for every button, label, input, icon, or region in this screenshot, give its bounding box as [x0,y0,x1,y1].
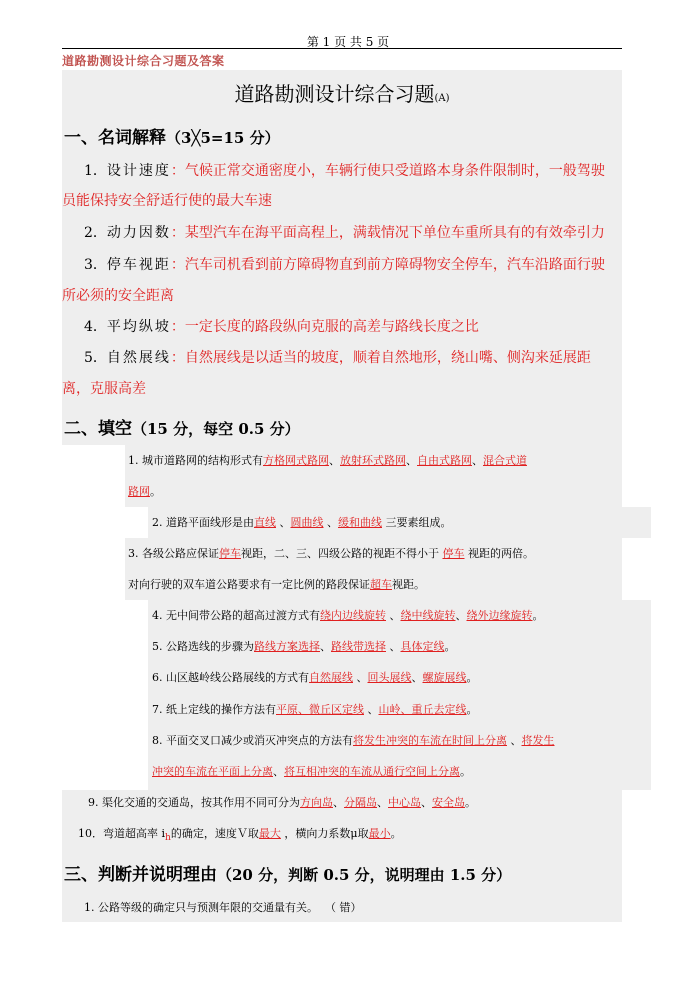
section-heading-definitions: 一、名词解释（3╳5=15 分） [64,128,280,148]
definition-5: 5．自然展线：自然展线是以适当的坡度，顺着自然地形，绕山嘴、侧沟来延展距 [84,350,591,366]
document-subtitle: 道路勘测设计综合习题及答案 [62,54,225,68]
fill-question-3-cont: 对向行驶的双车道公路要求有一定比例的路段保证超车视距。 [128,578,425,591]
fill-question-2: 2. 道路平面线形是由直线 、圆曲线 、缓和曲线 三要素组成。 [152,516,452,529]
header-rule [62,48,622,49]
fill-question-8: 8. 平面交叉口减少或消灭冲突点的方法有将发生冲突的车流在时间上分离 、将发生 [152,734,555,747]
fill-question-3: 3. 各级公路应保证停车视距，二、三、四级公路的视距不得小于 停车 视距的两倍。 [128,547,534,560]
fill-question-10: 10．弯道超高率 $i_h$的确定，速度Ｖ取最大 ，横向力系数μ取最小。 [78,827,402,844]
definition-1: 1．设计速度：气候正常交通密度小，车辆行使只受道路本身条件限制时，一般驾驶 [84,163,605,179]
definition-2: 2．动力因数：某型汽车在海平面高程上，满载情况下单位车重所具有的有效牵引力 [84,225,605,241]
definition-5-cont: 离，克服高差 [62,381,146,397]
definition-3: 3．停车视距：汽车司机看到前方障碍物直到前方障碍物安全停车，汽车沿路面行驶 [84,257,605,273]
fill-question-5: 5. 公路选线的步骤为路线方案选择、路线带选择 、具体定线。 [152,640,456,653]
fill-question-8-cont: 冲突的车流在平面上分离、将互相冲突的车流从通行空间上分离。 [152,765,471,778]
fill-question-6: 6. 山区越岭线公路展线的方式有自然展线 、回头展线、螺旋展线。 [152,671,478,684]
definition-3-cont: 所必须的安全距离 [62,288,174,304]
fill-question-4: 4. 无中间带公路的超高过渡方式有绕内边线旋转 、绕中线旋转、绕外边缘旋转。 [152,609,544,622]
definition-1-cont: 员能保持安全舒适行使的最大车速 [62,193,272,209]
fill-question-1: 1. 城市道路网的结构形式有方格网式路网、放射环式路网、自由式路网、混合式道 [128,454,527,467]
page-header: 第 1 页 共 5 页 [306,35,390,49]
section-heading-judge: 三、判断并说明理由（20 分，判断 0.5 分，说明理由 1.5 分） [64,865,512,885]
fill-background-4 [148,600,651,790]
section-heading-fill: 二、填空（15 分，每空 0.5 分） [64,419,300,439]
fill-question-9: 9. 渠化交通的交通岛，按其作用不同可分为方向岛、分隔岛、中心岛、安全岛。 [88,796,476,809]
judge-question-1: 1. 公路等级的确定只与预测年限的交通量有关。 （ 错） [84,901,362,914]
page-title: 道路勘测设计综合习题(A) [234,82,450,106]
fill-question-1-cont: 路网。 [128,485,161,498]
fill-question-7: 7. 纸上定线的操作方法有平原、微丘区定线 、山岭、重丘去定线。 [152,703,478,716]
definition-4: 4．平均纵坡：一定长度的路段纵向克服的高差与路线长度之比 [84,319,479,335]
